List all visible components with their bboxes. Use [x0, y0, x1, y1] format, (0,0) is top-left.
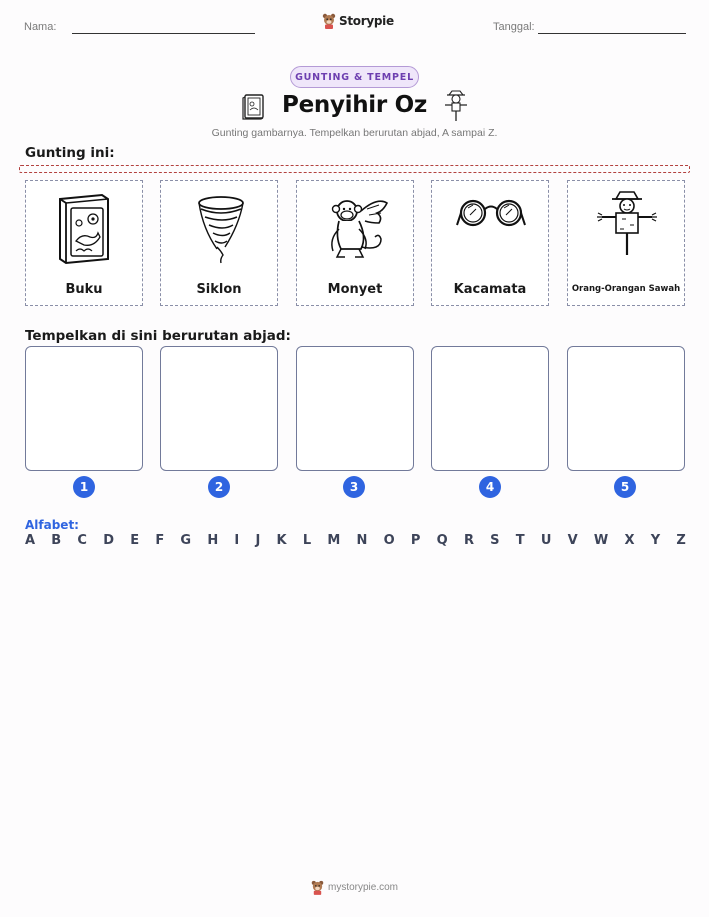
card-label: Buku: [65, 282, 103, 297]
alphabet-letter: M: [327, 533, 341, 548]
scarecrow-icon: [592, 189, 662, 267]
alphabet-letter: R: [463, 533, 474, 548]
alphabet-letter: P: [410, 533, 421, 548]
slot-number-4: 4: [479, 476, 501, 498]
card-label: Monyet: [327, 282, 383, 297]
footer: [0, 880, 709, 895]
alphabet-letter: X: [624, 533, 635, 548]
date-field-line[interactable]: [538, 33, 686, 34]
card-label: Kacamata: [453, 282, 527, 297]
alphabet-letter: V: [567, 533, 578, 548]
alphabet-letter: D: [103, 533, 114, 548]
alphabet-letter: G: [180, 533, 192, 548]
alphabet-letter: N: [356, 533, 368, 548]
brand-logo: [322, 13, 394, 29]
cut-card-glasses[interactable]: [431, 180, 549, 306]
alphabet-letter: F: [155, 533, 165, 548]
cut-section-title: Gunting ini:: [25, 145, 115, 161]
alphabet-letter: W: [593, 533, 609, 548]
alphabet-title: Alfabet:: [25, 518, 79, 532]
slot-number-1: 1: [73, 476, 95, 498]
book-icon: [50, 189, 120, 267]
alphabet-letter: Z: [676, 533, 686, 548]
page-title: Penyihir Oz: [282, 92, 427, 118]
footer-site-link[interactable]: mystorypie.com: [327, 882, 398, 893]
activity-badge: GUNTING & TEMPEL: [290, 66, 419, 88]
cyclone-icon: [185, 189, 255, 267]
glasses-icon: [456, 189, 526, 267]
alphabet-letter: K: [276, 533, 287, 548]
alphabet-letter: H: [207, 533, 219, 548]
alphabet-row: [25, 533, 686, 548]
paste-slot-1[interactable]: [25, 346, 143, 471]
paste-section-title: Tempelkan di sini berurutan abjad:: [25, 328, 291, 344]
bear-mascot-icon: [311, 880, 324, 895]
alphabet-letter: T: [515, 533, 525, 548]
cut-card-scarecrow[interactable]: [567, 180, 685, 306]
paste-slot-4[interactable]: [431, 346, 549, 471]
alphabet-letter: B: [51, 533, 62, 548]
alphabet-letter: Q: [436, 533, 448, 548]
paste-slot-2[interactable]: [160, 346, 278, 471]
alphabet-letter: I: [234, 533, 240, 548]
alphabet-letter: L: [302, 533, 312, 548]
slot-number-2: 2: [208, 476, 230, 498]
alphabet-letter: E: [130, 533, 140, 548]
date-label: Tanggal:: [493, 21, 535, 33]
bear-mascot-icon: [322, 13, 336, 29]
cut-card-monkey[interactable]: [296, 180, 414, 306]
alphabet-letter: O: [383, 533, 395, 548]
card-label: Orang-Orangan Sawah: [571, 284, 681, 294]
cut-card-cyclone[interactable]: [160, 180, 278, 306]
alphabet-letter: S: [490, 533, 500, 548]
scarecrow-icon: [442, 88, 470, 122]
page-instructions: Gunting gambarnya. Tempelkan berurutan abjad, A sampai Z.: [211, 127, 498, 139]
paste-slot-3[interactable]: [296, 346, 414, 471]
alphabet-letter: U: [540, 533, 552, 548]
winged-monkey-icon: [321, 189, 391, 267]
brand-name: Storypie: [339, 14, 394, 28]
card-label: Siklon: [196, 282, 242, 297]
slot-number-5: 5: [614, 476, 636, 498]
alphabet-letter: Y: [650, 533, 661, 548]
slot-number-3: 3: [343, 476, 365, 498]
cut-line: [19, 165, 690, 173]
alphabet-letter: A: [25, 533, 36, 548]
name-label: Nama:: [24, 21, 57, 33]
name-field-line[interactable]: [72, 33, 255, 34]
cut-card-book[interactable]: [25, 180, 143, 306]
alphabet-letter: C: [77, 533, 87, 548]
paste-slot-5[interactable]: [567, 346, 685, 471]
alphabet-letter: J: [255, 533, 261, 548]
